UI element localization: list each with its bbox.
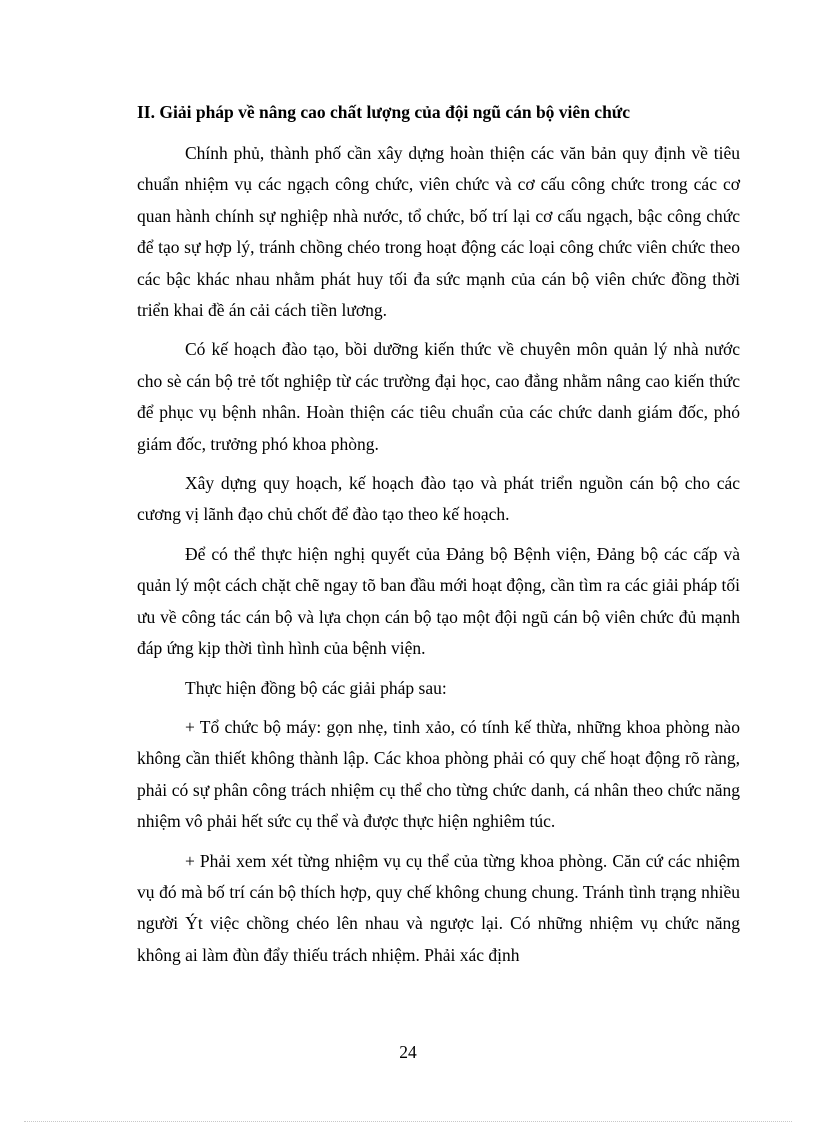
paragraph-organization-structure: + Tổ chức bộ máy: gọn nhẹ, tinh xảo, có tính kế thừa, những khoa phòng nào không cần thiết không thành lập. Các khoa phòng phải có quy chế hoạt động rõ ràng, phải có sự phân công trách nhiệm cụ thể cho từng chức danh, cá nhân theo chức năng nhiệm vô phải hết sức cụ thể và được thực hiện nghiêm túc. xyxy=(137,716,740,832)
section-heading: II. Giải pháp về nâng cao chất lượng của đội ngũ cán bộ viên chức xyxy=(137,102,631,122)
paragraph-leadership-planning: Xây dựng quy hoạch, kế hoạch đào tạo và phát triển nguồn cán bộ cho các cương vị lãnh đạo chủ chốt để đào tạo theo kế hoạch. xyxy=(137,473,740,525)
paragraph-task-review: + Phải xem xét từng nhiệm vụ cụ thể của từng khoa phòng. Căn cứ các nhiệm vụ đó mà bố trí cán bộ thích hợp, quy chế không chung chung. Tránh tình trạng nhiều người Ýt việc chồng chéo lên nhau và ngược lại. Có những nhiệm vụ chức năng không ai làm đùn đẩy thiếu trách nhiệm. Phải xác định xyxy=(137,850,740,965)
paragraph-government-regulations: Chính phủ, thành phố cần xây dựng hoàn thiện các văn bản quy định về tiêu chuẩn nhiệm vụ các ngạch công chức, viên chức và cơ cấu công chức trong các cơ quan hành chính sự nghiệp nhà nước, tổ chức, bố trí lại cơ cấu ngạch, bậc công chức để tạo sự hợp lý, tránh chồng chéo trong hoạt động các loại công chức viên chức theo các bậc khác nhau nhằm phát huy tối đa sức mạnh của cán bộ viên chức đồng thời triển khai đề án cải cách tiền lương. xyxy=(137,143,740,321)
page-content xyxy=(137,100,740,979)
page-number: 24 xyxy=(399,1042,417,1062)
paragraph-solutions-intro: Thực hiện đồng bộ các giải pháp sau: xyxy=(185,677,447,698)
page-bottom-divider xyxy=(24,1121,792,1122)
paragraph-party-resolution: Để có thể thực hiện nghị quyết của Đảng bộ Bệnh viện, Đảng bộ các cấp và quản lý một cách chặt chẽ ngay tõ ban đầu mới hoạt động, cần tìm ra các giải pháp tối ưu về công tác cán bộ và lựa chọn cán bộ tạo một đội ngũ cán bộ viên chức đủ mạnh đáp ứng kịp thời tình hình của bệnh viện. xyxy=(137,543,740,659)
paragraph-training-plan: Có kế hoạch đào tạo, bồi dưỡng kiến thức về chuyên môn quản lý nhà nước cho sè cán bộ trẻ tốt nghiệp từ các trường đại học, cao đẳng nhằm nâng cao kiến thức để phục vụ bệnh nhân. Hoàn thiện các tiêu chuẩn của các chức danh giám đốc, phó giám đốc, trưởng phó khoa phòng. xyxy=(137,339,740,454)
